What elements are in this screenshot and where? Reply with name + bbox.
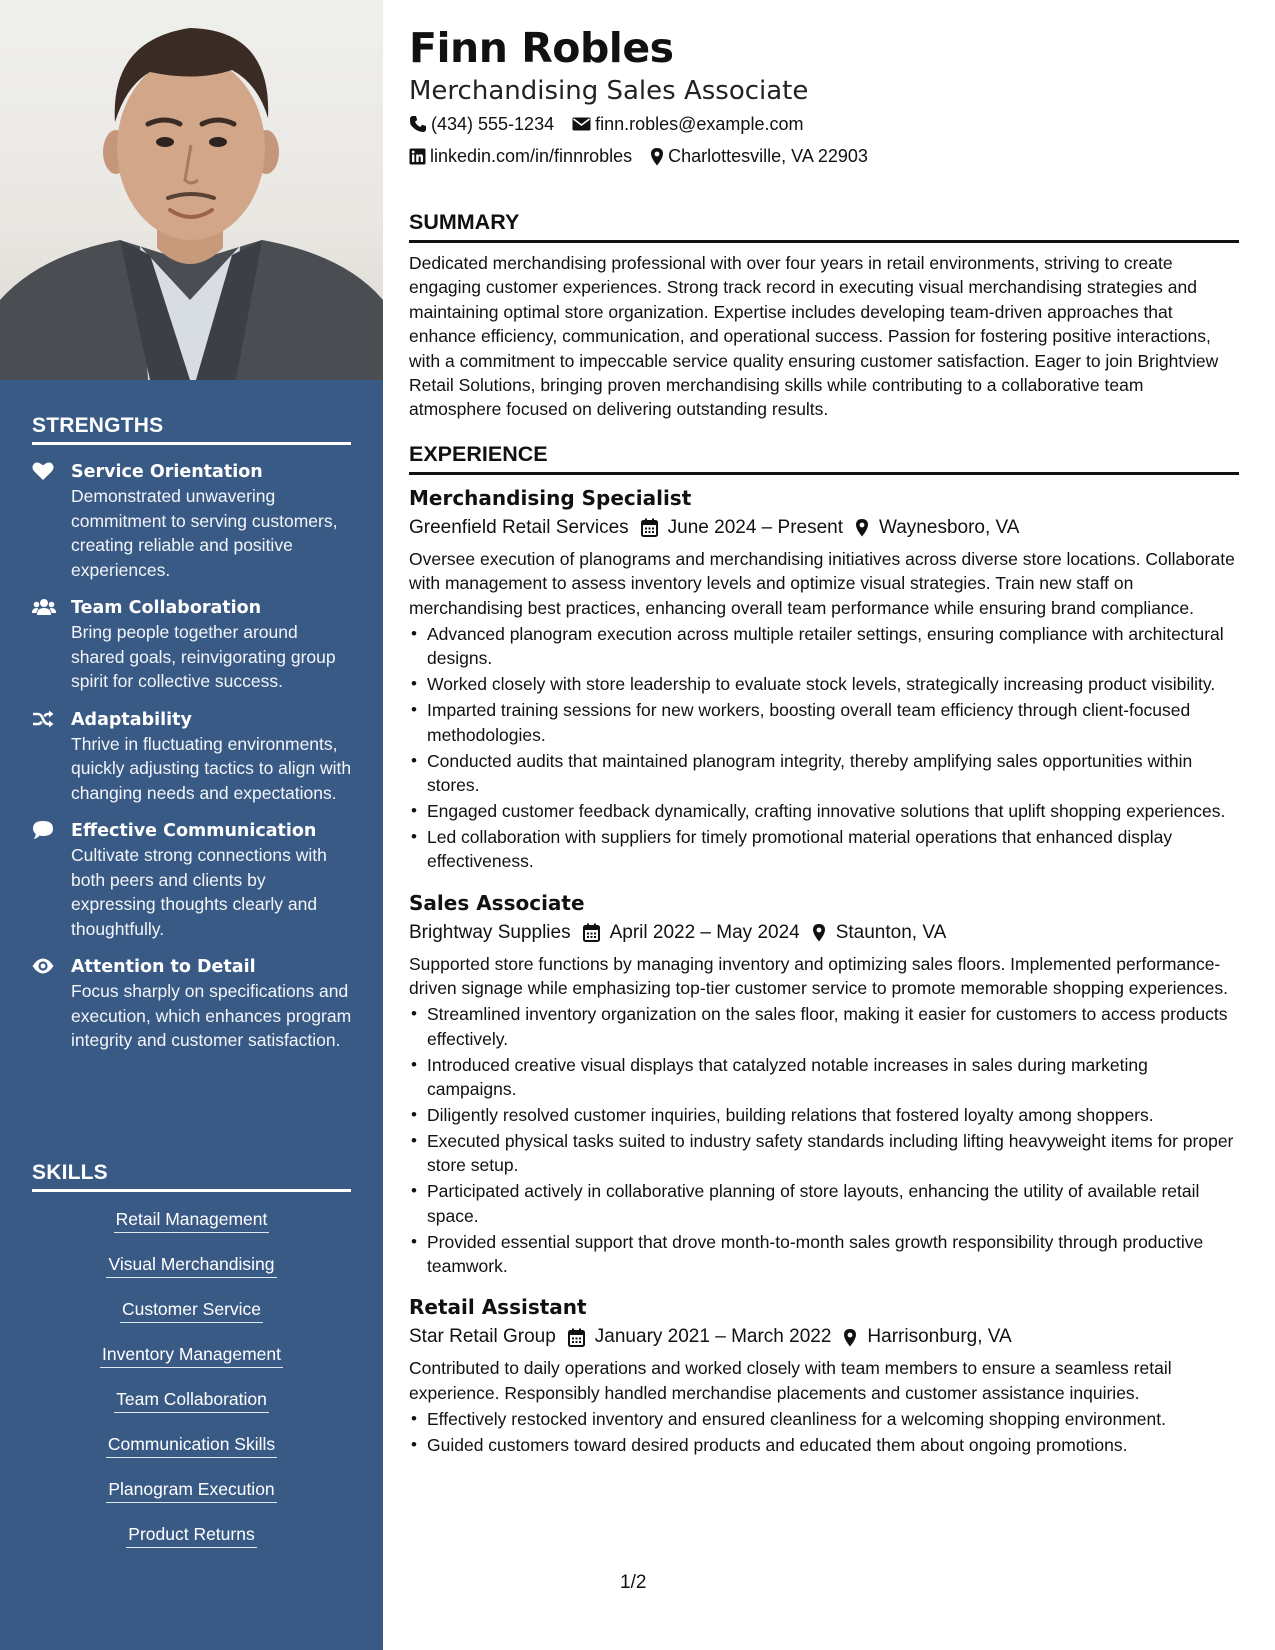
map-pin-icon: [855, 518, 869, 537]
job-description: Contributed to daily operations and worked closely with team members to ensure a seamless retail experience. Responsibly handled merchandise placements and customer assistance inquiries.: [409, 1358, 1172, 1403]
email-contact[interactable]: [572, 108, 803, 140]
job-entry: [409, 483, 1239, 874]
job-location: Waynesboro, VA: [879, 516, 1020, 538]
bullet-item: • Diligently resolved customer inquiries, building relations that fostered loyalty among shoppers.: [409, 1103, 1239, 1127]
job-title: Merchandising Specialist: [409, 485, 692, 510]
summary-text: Dedicated merchandising professional with over four years in retail environments, striving to create engaging customer experiences. Strong track record in executing visual merchandising strategies and maintaining optimal store organization. Expertise includes developing team-driven approaches that enhance efficiency, communication, and operational success. Passion for fostering positive interactions, with a commitment to impeccable service quality ensuring customer satisfaction. Eager to join Brightview Retail Solutions, bringing proven merchandising skills while contributing to a collaborative team atmosphere focused on delivering outstanding results.: [409, 253, 1219, 420]
skill-label: Customer Service: [120, 1298, 263, 1323]
job-dates: April 2022 – May 2024: [609, 921, 800, 943]
skill-item: [32, 1208, 351, 1253]
email-address: finn.robles@example.com: [595, 114, 804, 134]
bullet-item: • Imparted training sessions for new workers, boosting overall team efficiency through client-focused methodologies.: [409, 698, 1239, 747]
job-title: Sales Associate: [409, 890, 585, 915]
map-pin-icon: [812, 923, 826, 942]
comment-icon: [32, 820, 54, 840]
calendar-icon: [568, 1328, 585, 1347]
company-name: Brightway Supplies: [409, 921, 571, 943]
phone-contact[interactable]: [409, 108, 554, 140]
users-icon: [32, 597, 54, 617]
job-entry: [409, 1292, 1239, 1457]
skills-list: [32, 1208, 351, 1568]
linkedin-icon: [409, 148, 426, 165]
skill-label: Retail Management: [114, 1208, 270, 1233]
experience-heading: EXPERIENCE: [409, 440, 1239, 475]
strength-description: Demonstrated unwavering commitment to serving customers, creating reliable and positive experiences.: [71, 486, 338, 580]
phone-icon: [409, 115, 427, 133]
skill-item: [32, 1343, 351, 1388]
contact-row: [409, 140, 1239, 172]
skill-label: Planogram Execution: [106, 1478, 276, 1503]
bullet-item: • Led collaboration with suppliers for timely promotional material operations that enhanced display effectiveness.: [409, 825, 1239, 874]
strength-description: Bring people together around shared goals, reinvigorating group spirit for collective success.: [71, 622, 336, 691]
envelope-icon: [572, 116, 591, 132]
strength-description: Cultivate strong connections with both peers and clients by expressing thoughts clearly and thoughtfully.: [71, 845, 327, 939]
company-name: Greenfield Retail Services: [409, 516, 629, 538]
location-text: Charlottesville, VA 22903: [668, 146, 868, 166]
job-title: Retail Assistant: [409, 1295, 587, 1320]
strengths-heading: STRENGTHS: [32, 414, 351, 445]
portrait-photo: [0, 0, 383, 380]
bullet-item: • Advanced planogram execution across multiple retailer settings, ensuring compliance with architectural designs.: [409, 622, 1239, 671]
candidate-name: Finn Robles: [409, 24, 674, 72]
phone-number: (434) 555-1234: [431, 114, 555, 134]
shuffle-icon: [32, 709, 54, 729]
strength-item: [32, 596, 352, 694]
bullet-item: • Effectively restocked inventory and ensured cleanliness for a welcoming shopping environment.: [409, 1407, 1239, 1431]
heart-icon: [32, 461, 54, 481]
job-description: Supported store functions by managing inventory and optimizing sales floors. Implemented performance-driven signage while emphasizing top-tier customer service to promote memorable shopping experiences.: [409, 953, 1229, 999]
bullet-item: • Engaged customer feedback dynamically, crafting innovative solutions that uplift shopping experiences.: [409, 799, 1239, 823]
skill-item: [32, 1253, 351, 1298]
map-pin-icon: [650, 147, 664, 166]
skills-heading: SKILLS: [32, 1161, 351, 1192]
profile-photo: [0, 0, 383, 380]
contact-row: [409, 108, 1239, 140]
job-location: Harrisonburg, VA: [867, 1326, 1012, 1348]
job-bullets: [409, 1002, 1239, 1278]
job-entry: [409, 888, 1239, 1279]
bullet-item: • Provided essential support that drove month-to-month sales growth responsibility through productive teamwork.: [409, 1230, 1239, 1279]
bullet-item: • Streamlined inventory organization on the sales floor, making it easier for customers to access products effectively.: [409, 1002, 1239, 1051]
strength-title: Adaptability: [71, 709, 192, 730]
strength-description: Thrive in fluctuating environments, quickly adjusting tactics to align with changing needs and expectations.: [71, 733, 352, 803]
bullet-item: • Participated actively in collaborative planning of store layouts, enhancing the utility of available retail space.: [409, 1179, 1239, 1228]
strength-title: Effective Communication: [71, 821, 317, 841]
strength-item: [32, 955, 352, 1053]
strengths-list: [32, 460, 352, 1067]
job-dates: June 2024 – Present: [667, 516, 844, 538]
bullet-item: • Worked closely with store leadership to evaluate stock levels, strategically increasing product visibility.: [409, 672, 1239, 696]
map-pin-icon: [843, 1328, 857, 1347]
strength-description: Focus sharply on specifications and execution, which enhances program integrity and customer satisfaction.: [71, 981, 352, 1050]
sidebar: [0, 0, 383, 1650]
skill-label: Team Collaboration: [114, 1388, 269, 1413]
strength-title: Team Collaboration: [71, 598, 262, 618]
bullet-item: • Conducted audits that maintained planogram integrity, thereby amplifying sales opportunities within stores.: [409, 749, 1239, 798]
main-content: [409, 22, 1239, 1459]
linkedin-url: linkedin.com/in/finnrobles: [430, 146, 633, 166]
skill-item: [32, 1298, 351, 1343]
company-name: Star Retail Group: [409, 1326, 556, 1348]
skill-label: Inventory Management: [100, 1343, 283, 1368]
job-meta: [409, 1322, 1239, 1352]
job-meta: [409, 918, 1239, 948]
strength-item: [32, 708, 352, 806]
bullet-item: • Executed physical tasks suited to industry safety standards including lifting heavyweight items for proper store setup.: [409, 1129, 1239, 1178]
job-dates: January 2021 – March 2022: [594, 1326, 832, 1348]
job-location: Staunton, VA: [835, 921, 947, 943]
job-bullets: [409, 1407, 1239, 1457]
skill-item: [32, 1433, 351, 1478]
strength-item: [32, 460, 352, 582]
strength-title: Attention to Detail: [71, 957, 256, 977]
bullet-item: • Introduced creative visual displays that catalyzed notable increases in sales during marketing campaigns.: [409, 1053, 1239, 1102]
skill-item: [32, 1523, 351, 1568]
calendar-icon: [641, 518, 658, 537]
skill-label: Visual Merchandising: [106, 1253, 276, 1278]
strength-title: Service Orientation: [71, 462, 263, 482]
linkedin-contact[interactable]: [409, 140, 632, 172]
calendar-icon: [583, 923, 600, 942]
skill-item: [32, 1478, 351, 1523]
location-contact: [650, 140, 868, 172]
summary-heading: SUMMARY: [409, 208, 1239, 243]
skill-item: [32, 1388, 351, 1433]
skill-label: Communication Skills: [106, 1433, 277, 1458]
job-bullets: [409, 622, 1239, 874]
page-number: 1/2: [620, 1572, 647, 1593]
eye-icon: [32, 956, 54, 976]
strength-item: [32, 819, 352, 941]
job-meta: [409, 513, 1239, 543]
skill-label: Product Returns: [126, 1523, 256, 1548]
job-title-header: Merchandising Sales Associate: [409, 76, 809, 106]
job-description: Oversee execution of planograms and merchandising initiatives across diverse store locations. Collaborate with management to assess inventory levels and optimize visual strategies. Train new staff on merchandising best practices, enhancing overall team performance while ensuring brand compliance.: [409, 548, 1235, 618]
bullet-item: • Guided customers toward desired products and educated them about ongoing promotions.: [409, 1433, 1239, 1457]
